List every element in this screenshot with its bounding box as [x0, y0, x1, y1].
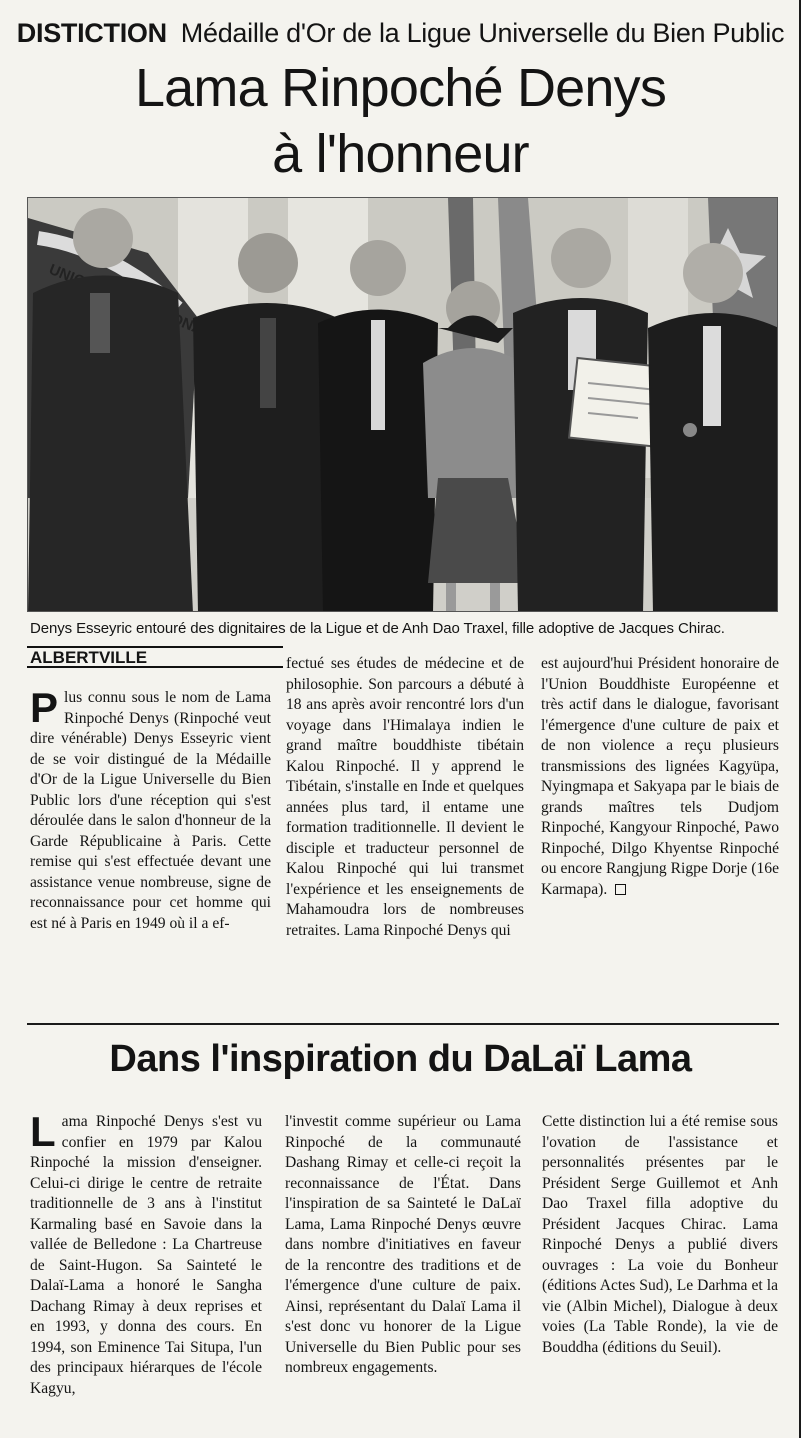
end-of-article-mark	[615, 884, 626, 895]
photo-caption: Denys Esseyric entouré des dignitaires de la Ligue et de Anh Dao Traxel, fille adoptive de Jacques Chirac.	[30, 620, 725, 637]
article2-col3-text: Cette distinction lui a été remise sous l'ovation de l'assistance et personnalités présentes par le Président Serge Guillemot et Anh Dao Traxel filla adoptive du Président Jacques Chirac. Lama Rinpoché Denys a publié divers ouvrages : La voie du Bonheur (éditions Actes Sud), Le Darhma et la vie (Albin Michel), Dialogue à deux voies (La Table Ronde), la vie de Bouddha (éditions du Seuil).	[542, 1113, 778, 1356]
article1-column-2	[286, 654, 524, 941]
banner-text: UNION	[46, 260, 98, 295]
article2-col2-text: l'investit comme supérieur ou Lama Rinpoché de la communauté Dashang Rimay et celle-ci reçoit la reconnaissance de l'État. Dans l'inspiration de sa Sainteté le DaLaï Lama, Lama Rinpoché Denys œuvre dans nombre d'initiatives en faveur de la rencontre des traditions et de l'émergence d'une culture de paix. Ainsi, représentant du Dalaï Lama il s'est donc vu honorer de la Ligue Universelle du Bien Public pour ses nombreux engagements.	[285, 1113, 521, 1376]
article2-col1-text: ama Rinpoché Denys s'est vu confier en 1979 par Kalou Rinpoché la mission d'enseigner. Celui-ci dirige le centre de retraite traditionnelle de 3 ans à l'institut Karmaling basé en Savoie dans la vallée de Belledone : La Chartreuse de Saint-Hugon. Sa Sainteté le Dalaï-Lama a honoré le Sangha Dachang Rimay à deux reprises et en 1993, y donna des cours. En 1994, son Eminence Tai Situpa, l'un des principaux hiérarques de l'école Kagyu,	[30, 1113, 262, 1397]
photo-illustration	[28, 198, 778, 612]
section-divider	[27, 1023, 779, 1025]
article2-column-3	[542, 1112, 778, 1358]
article2-column-2	[285, 1112, 521, 1379]
dateline: ALBERTVILLE	[30, 648, 148, 667]
headline-line-2: à l'honneur	[272, 124, 529, 184]
article1-dropcap: P	[30, 684, 59, 731]
article2-column-1	[30, 1108, 262, 1399]
article2-title: Dans l'inspiration du DaLaï Lama	[109, 1038, 692, 1080]
article1-col3-text: est aujourd'hui Président honoraire de l'Union Bouddhiste Européenne et très actif dans le dialogue, favorisant l'émergence d'une culture de paix et de non violence a reçu plusieurs transmissions des lignées Kagyüpa, Nyingmapa et Sakyapa par le biais de grands maîtres tels Dudjom Rinpoché, Kangyour Rinpoché, Pawo Rinpoché, Dilgo Khyentse Rinpoché ou encore Rangjung Rigpe Dorje (16e Karmapa).	[541, 655, 779, 898]
headline-line-1: Lama Rinpoché Denys	[134, 58, 667, 118]
article1-col2-text: fectué ses études de médecine et de philosophie. Son parcours a débuté à 18 ans après avoir rencontré lors d'un voyage dans l'Himalaya indien le grand maître bouddhiste tibétain Kalou Rinpoché. Il y apprend le Tibétain, s'installe en Inde et quelques années plus tard, il entame une formation traditionnelle. Il devient le disciple et traducteur personnel de Kalou Rinpoché qui lui transmet l'expérience et les enseignements de Mahamoudra lors de nombreuses retraites. Lama Rinpoché Denys qui	[286, 655, 524, 939]
article1-col1-text: lus connu sous le nom de Lama Rinpoché Denys (Rinpoché veut dire vénérable) Denys Esseyric vient de se voir distingué de la Médaille d'Or de la Ligue Universelle du Bien Public lors d'une réception qui s'est déroulée dans le salon d'honneur de la Garde Républicaine à Paris. Cette remise qui s'est effectuée devant une assistance venue nombreuse, signe de reconnaissance pour cet homme qui est né à Paris en 1949 où il a ef-	[30, 689, 271, 932]
article1-column-1	[30, 684, 271, 934]
kicker-tag: DISTICTION	[16, 18, 167, 48]
article2-dropcap: L	[30, 1108, 56, 1155]
kicker	[0, 18, 801, 49]
group-photo	[27, 197, 778, 612]
article1-column-3	[541, 654, 779, 900]
kicker-text: Médaille d'Or de la Ligue Universelle du Bien Public	[180, 18, 785, 48]
